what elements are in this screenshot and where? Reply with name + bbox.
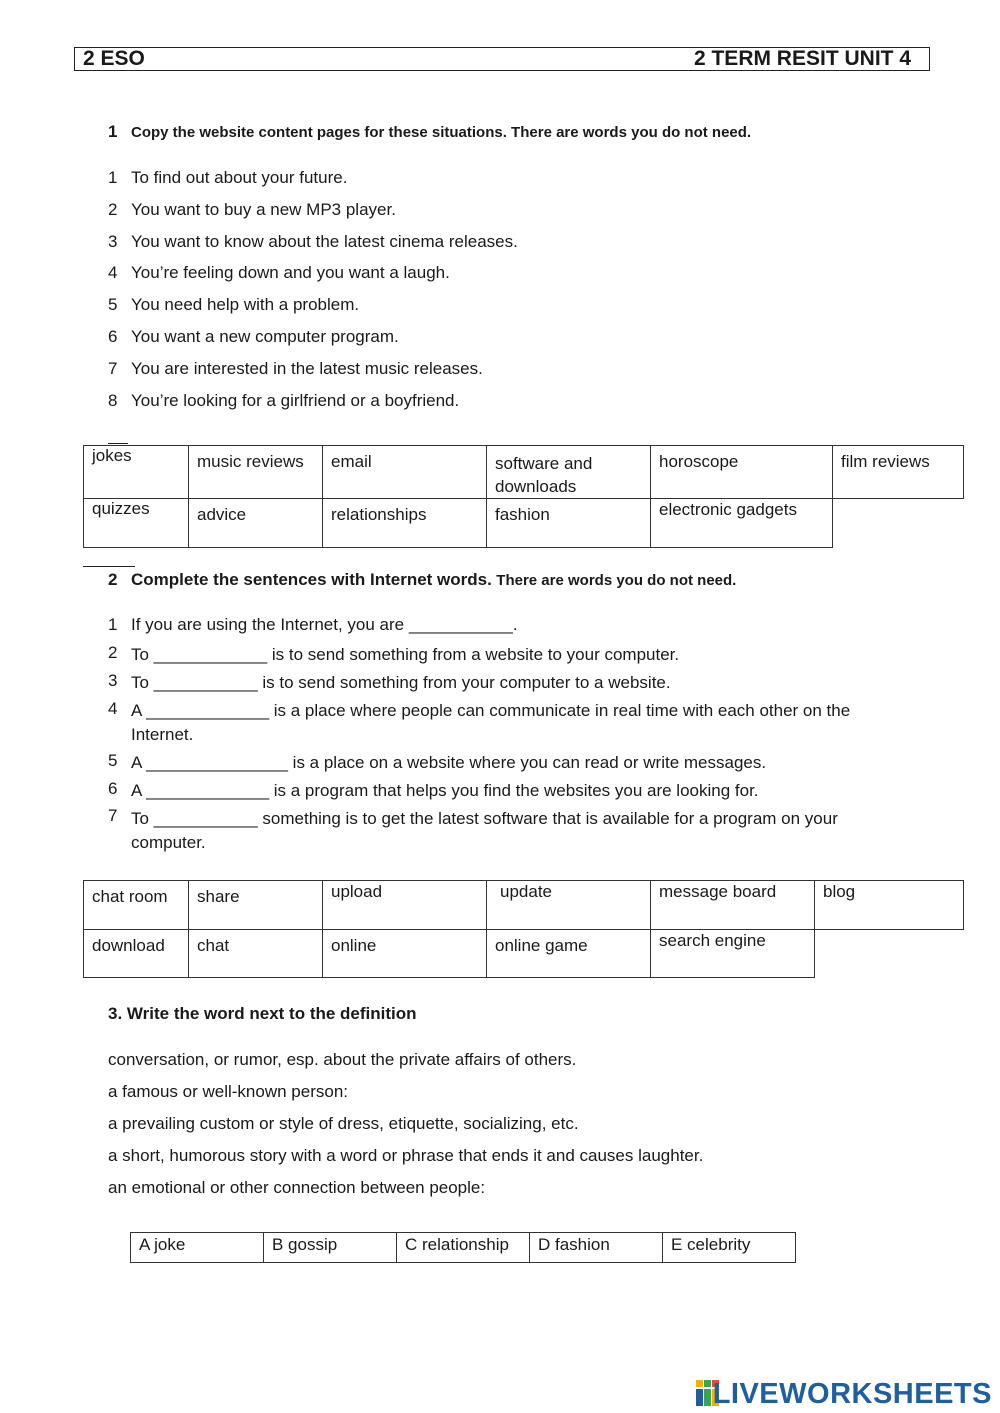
word-box-cell: online: [323, 930, 487, 978]
list-item: If you are using the Internet, you are ___________.: [131, 615, 518, 634]
list-item: To ____________ is to send something from a website to your computer.: [131, 645, 680, 664]
list-item-number: 6: [108, 779, 118, 798]
word-box-cell: fashion: [487, 499, 651, 548]
list-item-number: 7: [108, 806, 118, 825]
list-item: A _____________ is a place where people can communicate in real time with each other on the: [131, 701, 851, 720]
option-cell: E celebrity: [663, 1233, 796, 1263]
word-box-cell: quizzes: [84, 499, 189, 548]
word-box-cell: download: [84, 930, 189, 978]
option-cell: A joke: [131, 1233, 264, 1263]
section2-instruction-rest: There are words you do not need.: [496, 572, 737, 589]
list-item: You are interested in the latest music releases.: [131, 359, 483, 378]
word-box-cell: electronic gadgets: [651, 499, 833, 548]
option-cell: C relationship: [397, 1233, 530, 1263]
word-box-cell: blog: [815, 881, 964, 930]
list-item-number: 3: [108, 232, 118, 251]
list-item-number: 5: [108, 751, 118, 770]
definition-item: conversation, or rumor, esp. about the private affairs of others.: [108, 1050, 577, 1069]
list-item-continuation: computer.: [131, 833, 206, 852]
list-item-number: 8: [108, 391, 118, 410]
word-box-cell: advice: [189, 499, 323, 548]
section1-word-box: [83, 445, 964, 548]
section1-number: 1: [108, 122, 118, 141]
word-box-cell: horoscope: [651, 446, 833, 499]
definition-item: an emotional or other connection between people:: [108, 1178, 486, 1197]
section3-options-box: [130, 1232, 796, 1263]
word-box-cell: online game: [487, 930, 651, 978]
word-box-cell: chat: [189, 930, 323, 978]
list-item: A _____________ is a program that helps you find the websites you are looking for.: [131, 781, 759, 800]
list-item-number: 1: [108, 168, 118, 187]
header-course: 2 ESO: [83, 47, 145, 70]
definition-item: a famous or well-known person:: [108, 1082, 349, 1101]
section3-title: 3. Write the word next to the definition: [108, 1004, 417, 1023]
list-item-number: 7: [108, 359, 118, 378]
divider: [83, 566, 135, 567]
word-box-cell: jokes: [84, 446, 189, 499]
word-box-cell: share: [189, 881, 323, 930]
word-box-cell: update: [487, 881, 651, 930]
definition-item: a short, humorous story with a word or phrase that ends it and causes laughter.: [108, 1146, 704, 1165]
definition-item: a prevailing custom or style of dress, etiquette, socializing, etc.: [108, 1114, 579, 1133]
word-box-cell: chat room: [84, 881, 189, 930]
list-item-number: 2: [108, 200, 118, 219]
list-item: To find out about your future.: [131, 168, 348, 187]
header-title: 2 TERM RESIT UNIT 4: [693, 47, 911, 70]
list-item: To ___________ something is to get the latest software that is available for a program on your: [131, 809, 838, 828]
list-item: You need help with a problem.: [131, 295, 360, 314]
word-box-cell: software and downloads: [487, 446, 651, 499]
list-item-number: 6: [108, 327, 118, 346]
list-item: You want a new computer program.: [131, 327, 399, 346]
list-item: You’re looking for a girlfriend or a boyfriend.: [131, 391, 460, 410]
section2-instruction: [131, 570, 736, 590]
word-box-cell: music reviews: [189, 446, 323, 499]
section2-word-box: [83, 880, 964, 978]
list-item-number: 5: [108, 295, 118, 314]
list-item: A _______________ is a place on a website where you can read or write messages.: [131, 753, 767, 772]
list-item-continuation: Internet.: [131, 725, 194, 744]
list-item: You want to know about the latest cinema releases.: [131, 232, 518, 251]
list-item: You’re feeling down and you want a laugh.: [131, 263, 450, 282]
section2-instruction-bold: Complete the sentences with Internet words.: [131, 570, 492, 589]
section1-instruction: Copy the website content pages for these situations. There are words you do not need.: [131, 124, 752, 141]
option-cell: B gossip: [264, 1233, 397, 1263]
word-box-cell: message board: [651, 881, 815, 930]
list-item-number: 4: [108, 263, 118, 282]
word-box-cell: email: [323, 446, 487, 499]
word-box-cell: upload: [323, 881, 487, 930]
word-box-cell: relationships: [323, 499, 487, 548]
section2-number: 2: [108, 570, 118, 589]
list-item-number: 2: [108, 643, 118, 662]
list-item-number: 3: [108, 671, 118, 690]
liveworksheets-logo: LIVEWORKSHEETS: [712, 1378, 992, 1410]
option-cell: D fashion: [530, 1233, 663, 1263]
list-item-number: 4: [108, 699, 118, 718]
page-header: [74, 47, 930, 71]
word-box-cell: search engine: [651, 930, 815, 978]
list-item-number: 1: [108, 615, 118, 634]
list-item: To ___________ is to send something from your computer to a website.: [131, 673, 671, 692]
word-box-cell: film reviews: [833, 446, 964, 499]
list-item: You want to buy a new MP3 player.: [131, 200, 396, 219]
divider: [108, 443, 128, 444]
